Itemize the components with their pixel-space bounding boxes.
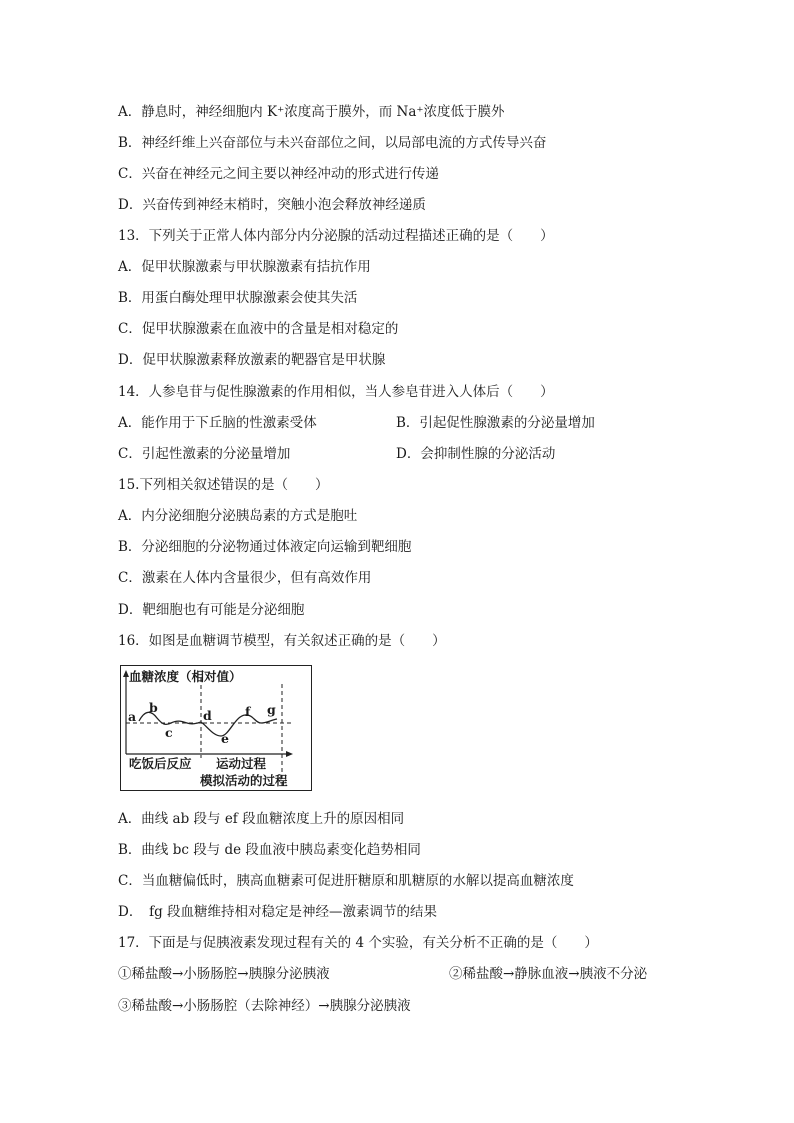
question-16-option-c: C．当血糖偏低时，胰高血糖素可促进肝糖原和肌糖原的水解以提高血糖浓度	[118, 873, 574, 889]
question-12-option-a: A．静息时，神经细胞内 K⁺浓度高于膜外，而 Na⁺浓度低于膜外	[118, 104, 505, 120]
question-15-stem: 15.下列相关叙述错误的是（ ）	[118, 477, 329, 493]
question-12-option-c: C．兴奋在神经元之间主要以神经冲动的形式进行传递	[118, 166, 439, 182]
question-13-stem: 13．下列关于正常人体内部分内分泌腺的活动过程描述正确的是（ ）	[118, 228, 554, 244]
x-axis-label-eating: 吃饭后反应	[129, 756, 192, 771]
question-16-option-d: D． fg 段血糖维持相对稳定是神经—激素调节的结果	[118, 904, 438, 920]
y-axis-label: 血糖浓度（相对值）	[129, 669, 242, 684]
question-14-option-a: A．能作用于下丘脑的性激素受体	[118, 415, 317, 431]
experiment-2: ②稀盐酸→静脉血液→胰液不分泌	[449, 966, 648, 982]
point-a-label: a	[128, 709, 137, 724]
x-axis-label-simulation: 模拟活动的过程	[200, 773, 288, 788]
question-17-stem: 17．下面是与促胰液素发现过程有关的 4 个实验，有关分析不正确的是（ ）	[118, 935, 598, 951]
question-13-option-b: B．用蛋白酶处理甲状腺激素会使其失活	[118, 290, 358, 306]
experiment-1: ①稀盐酸→小肠肠腔→胰腺分泌胰液	[118, 966, 330, 982]
point-c-label: c	[165, 725, 173, 740]
question-15-option-a: A．内分泌细胞分泌胰岛素的方式是胞吐	[118, 508, 358, 524]
blood-glucose-diagram	[120, 665, 312, 791]
question-16-stem: 16．如图是血糖调节模型，有关叙述正确的是（ ）	[118, 633, 446, 649]
x-axis-label-exercise: 运动过程	[216, 756, 267, 771]
question-16-option-b: B．曲线 bc 段与 de 段血液中胰岛素变化趋势相同	[118, 842, 421, 858]
question-15-option-d: D．靶细胞也有可能是分泌细胞	[118, 602, 305, 618]
question-16-option-a: A．曲线 ab 段与 ef 段血糖浓度上升的原因相同	[118, 811, 405, 827]
question-15-option-c: C．激素在人体内含量很少，但有高效作用	[118, 570, 372, 586]
x-axis-arrow	[286, 751, 293, 757]
question-15-option-b: B．分泌细胞的分泌物通过体液定向运输到靶细胞	[118, 539, 412, 555]
question-14-stem: 14．人参皂苷与促性腺激素的作用相似，当人参皂苷进入人体后（ ）	[118, 384, 554, 400]
question-13-option-d: D．促甲状腺激素释放激素的靶器官是甲状腺	[118, 352, 386, 368]
experiment-3: ③稀盐酸→小肠肠腔（去除神经）→胰腺分泌胰液	[118, 998, 411, 1014]
point-b-label: b	[149, 700, 158, 715]
question-14-option-d: D．会抑制性腺的分泌活动	[396, 446, 556, 462]
question-14-option-c: C．引起性激素的分泌量增加	[118, 446, 291, 462]
point-f-label: f	[245, 704, 251, 719]
question-13-option-a: A．促甲状腺激素与甲状腺激素有拮抗作用	[118, 259, 371, 275]
question-14-option-b: B．引起促性腺激素的分泌量增加	[396, 415, 595, 431]
point-e-label: e	[221, 731, 229, 746]
question-12-option-b: B．神经纤维上兴奋部位与未兴奋部位之间，以局部电流的方式传导兴奋	[118, 135, 547, 151]
question-12-option-d: D．兴奋传到神经末梢时，突触小泡会释放神经递质	[118, 197, 426, 213]
point-g-label: g	[267, 702, 276, 717]
question-13-option-c: C．促甲状腺激素在血液中的含量是相对稳定的	[118, 321, 399, 337]
point-d-label: d	[203, 708, 212, 723]
